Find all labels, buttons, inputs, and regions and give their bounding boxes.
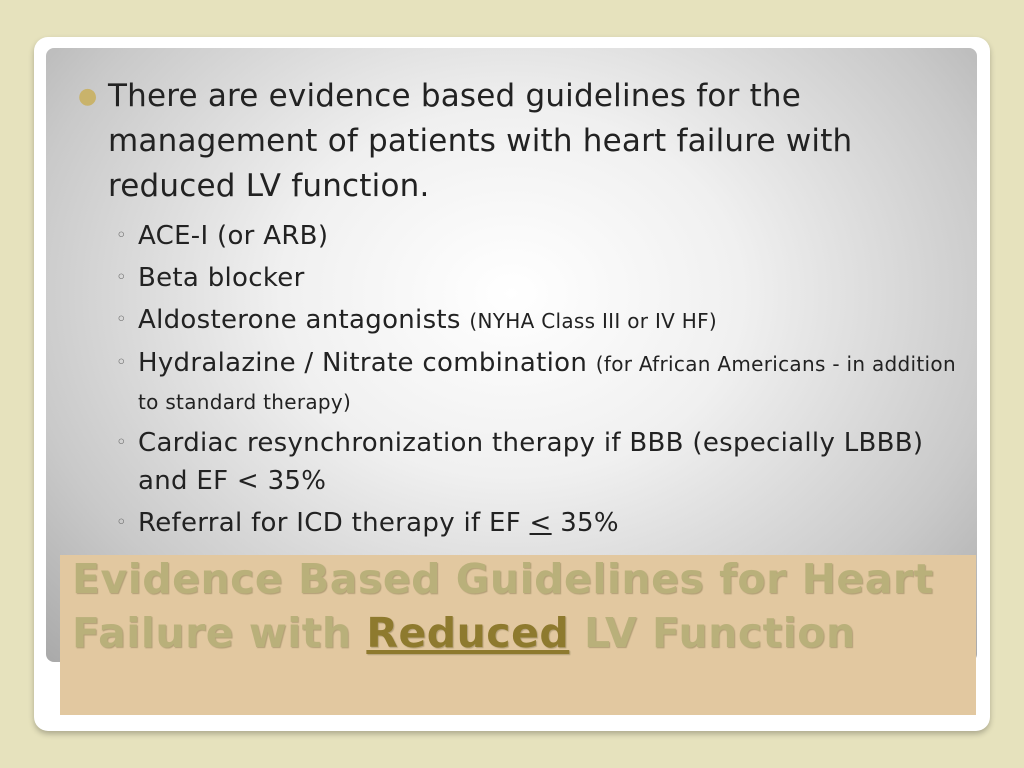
bullet-circle-icon: ◦ bbox=[116, 352, 127, 373]
main-bullet bbox=[74, 74, 964, 209]
less-equal-symbol: < bbox=[529, 508, 552, 538]
title-link-reduced[interactable]: Reduced bbox=[366, 609, 570, 657]
sub-bullet-hydralazine bbox=[114, 344, 964, 420]
title-part1: Evidence Based Guidelines for Heart Failure with bbox=[72, 555, 934, 657]
bullet-circle-icon: ◦ bbox=[116, 432, 127, 453]
sub-bullet-text: Aldosterone antagonists bbox=[138, 305, 461, 335]
sub-bullet-text: Cardiac resynchronization therapy if BBB (especially LBBB) and EF < 35% bbox=[138, 428, 924, 496]
bullet-circle-icon: ◦ bbox=[116, 225, 127, 246]
sub-bullet-note: (NYHA Class III or IV HF) bbox=[469, 309, 718, 333]
title-part2: LV Function bbox=[569, 609, 856, 657]
sub-bullet-text: ACE-I (or ARB) bbox=[138, 221, 329, 251]
sub-bullet-suffix: 35% bbox=[551, 508, 619, 538]
bullet-list bbox=[74, 74, 964, 546]
sub-bullet-list bbox=[114, 217, 964, 542]
sub-bullet-icd bbox=[114, 504, 964, 542]
sub-bullet-aldosterone bbox=[114, 301, 964, 340]
main-bullet-text: There are evidence based guidelines for the management of patients with heart failure with reduced LV function. bbox=[108, 78, 853, 204]
bullet-circle-icon: ◦ bbox=[116, 512, 127, 533]
sub-bullet-note: (for African Americans - in addition to standard therapy) bbox=[138, 352, 956, 414]
bullet-circle-icon: ◦ bbox=[116, 309, 127, 330]
slide-title bbox=[72, 552, 972, 660]
sub-bullet-text: Hydralazine / Nitrate combination bbox=[138, 348, 588, 378]
bullet-dot-icon: ● bbox=[78, 84, 98, 109]
sub-bullet-text: Referral for ICD therapy if EF bbox=[138, 508, 530, 538]
sub-bullet-crt bbox=[114, 424, 964, 500]
sub-bullet-ace bbox=[114, 217, 964, 255]
sub-bullet-beta-blocker bbox=[114, 259, 964, 297]
bullet-circle-icon: ◦ bbox=[116, 267, 127, 288]
sub-bullet-text: Beta blocker bbox=[138, 263, 305, 293]
